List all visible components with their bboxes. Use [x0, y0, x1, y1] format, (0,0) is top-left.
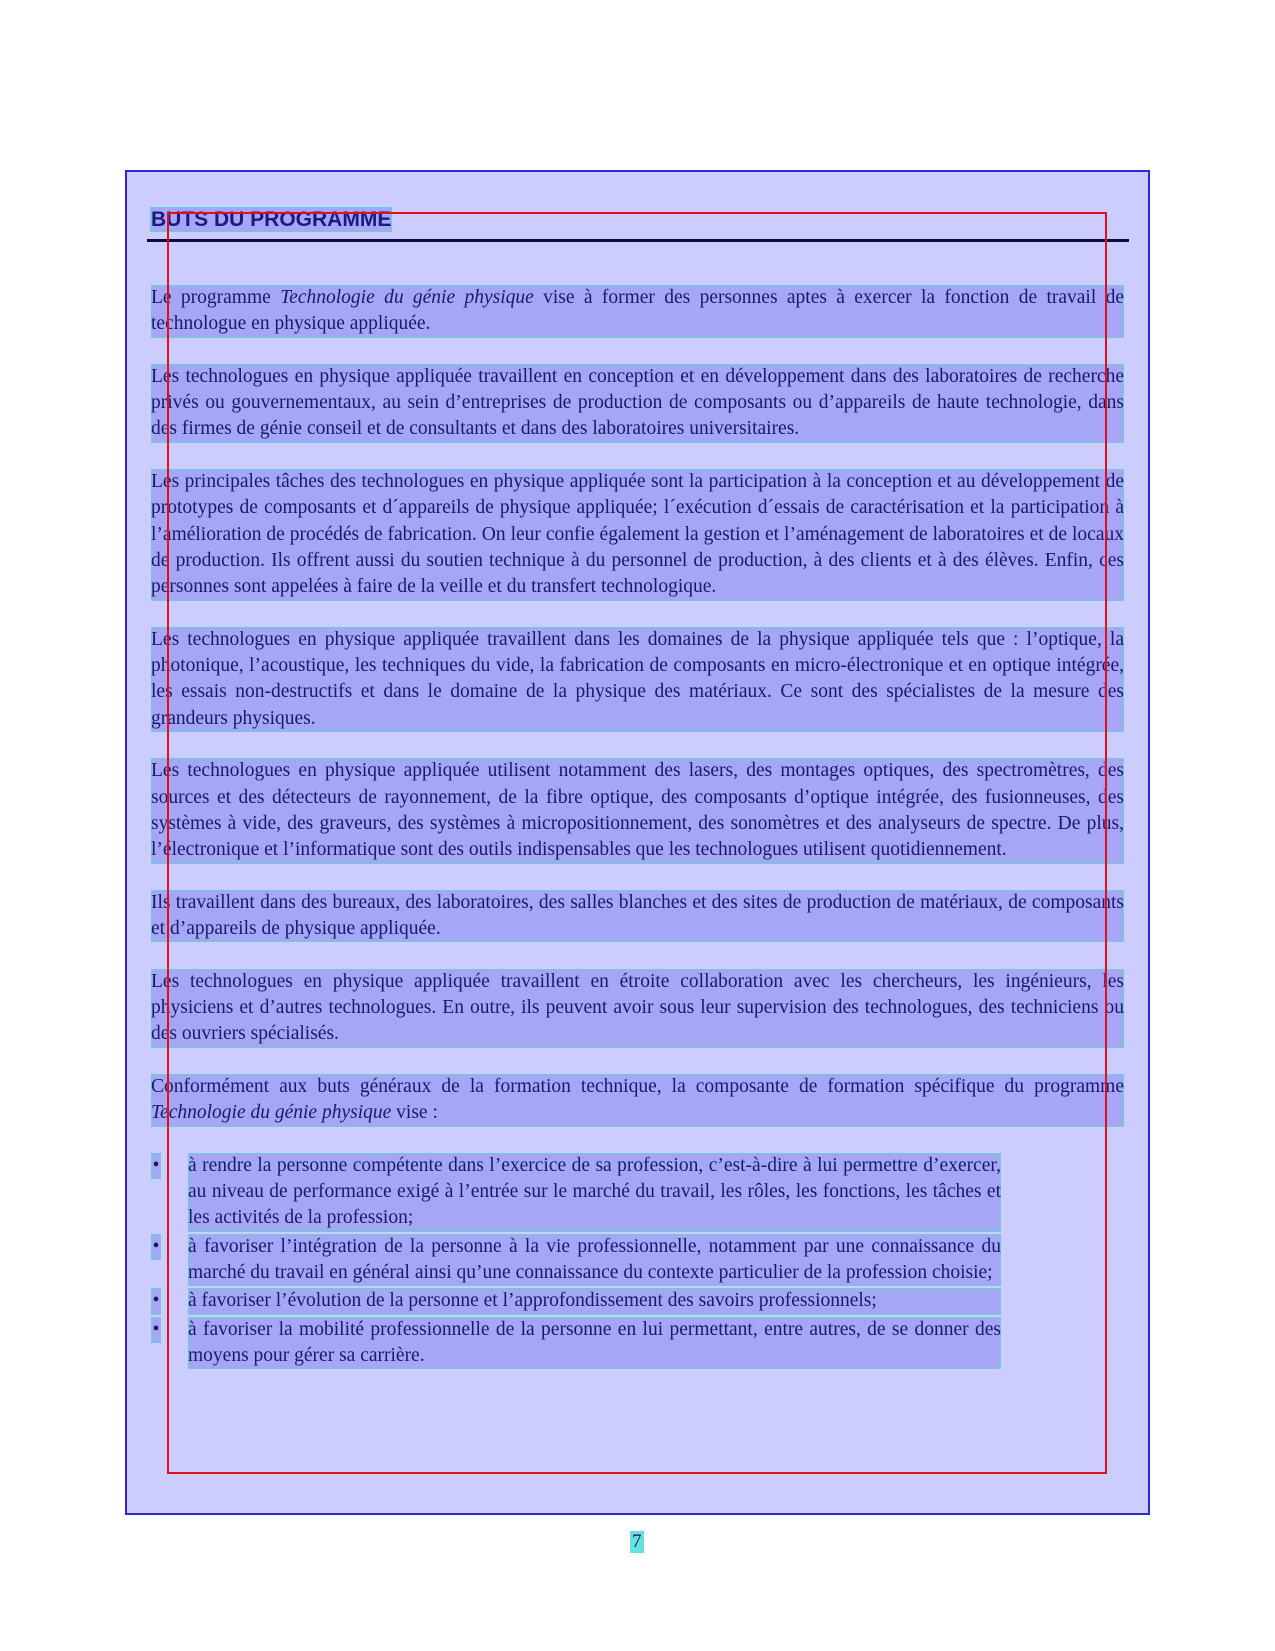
- bullet-icon: •: [151, 1234, 161, 1260]
- paragraph-4: Les technologues en physique appliquée utilisent notamment des lasers, des montages optiques, des spectromètres, des sources et des détecteurs de rayonnement, de la fibre optique, des composants d’optique intégrée, des fusionneuses, des systèmes à vide, des graveurs, des systèmes à micropositionnement, des sonomètres et des analyseurs de spectre. De plus, l’électronique et l’informatique sont des outils indispensables que les technologues utilisent quotidiennement.: [151, 758, 1124, 863]
- intro-text-after: vise à former des personnes aptes à exercer la fonction de travail de technologue en physique appliquée.: [151, 287, 1124, 335]
- page-title: [151, 205, 1124, 235]
- conclusion-text-before: Conformément aux buts généraux de la formation technique, la composante de formation spécifique du programme: [151, 1075, 1124, 1097]
- bullet-icon: •: [151, 1317, 161, 1343]
- intro-paragraph: [151, 285, 1124, 338]
- conclusion-text-after: vise :: [391, 1102, 438, 1124]
- list-item: [151, 1288, 1001, 1314]
- paragraph-1: Les technologues en physique appliquée travaillent en conception et en développement dans des laboratoires de recherche privés ou gouvernementaux, au sein d’entreprises de production de composants ou d’appareils de haute technologie, dans des firmes de génie conseil et de consultants et dans des laboratoires universitaires.: [151, 364, 1124, 443]
- conclusion-paragraph: [151, 1074, 1124, 1127]
- list-item-text: à favoriser l’évolution de la personne et l’approfondissement des savoirs professionnels;: [188, 1288, 1001, 1314]
- list-item-text: à favoriser l’intégration de la personne à la vie professionnelle, notamment par une connaissance du marché du travail en général ainsi qu’une connaissance du contexte particulier de la profession choisie;: [188, 1234, 1001, 1287]
- paragraph-6: Les technologues en physique appliquée travaillent en étroite collaboration avec les chercheurs, les ingénieurs, les physiciens et d’autres technologues. En outre, ils peuvent avoir sous leur supervision des technologues, des techniciens ou des ouvriers spécialisés.: [151, 969, 1124, 1048]
- bullet-icon: •: [151, 1153, 161, 1179]
- paragraph-2: Les principales tâches des technologues en physique appliquée sont la participation à la conception et au développement de prototypes de composants et d´appareils de physique appliquée; l´exécution d´essais de caractérisation et la participation à l’amélioration de procédés de fabrication. On leur confie également la gestion et l’aménagement de laboratoires et de locaux de production. Ils offrent aussi du soutien technique à du personnel de production, à des clients et à des élèves. Enfin, ces personnes sont appelées à faire de la veille et du transfert technologique.: [151, 469, 1124, 600]
- bullet-icon: •: [151, 1288, 161, 1314]
- page-title-text: BUTS DU PROGRAMME: [151, 208, 392, 231]
- list-item: [151, 1317, 1001, 1370]
- program-name: Technologie du génie physique: [151, 1102, 392, 1124]
- list-item-text: à rendre la personne compétente dans l’exercice de sa profession, c’est-à-dire à lui permettre d’exercer, au niveau de performance exigé à l’entrée sur le marché du travail, les rôles, les fonctions, les tâches et les activités de la profession;: [188, 1153, 1001, 1232]
- paragraph-3: Les technologues en physique appliquée travaillent dans les domaines de la physique appliquée tels que : l’optique, la photonique, l’acoustique, les techniques du vide, la fabrication de composants en micro-électronique et en optique intégrée, les essais non-destructifs et dans le domaine de la physique des matériaux. Ce sont des spécialistes de la mesure des grandeurs physiques.: [151, 627, 1124, 732]
- page-number: 7: [632, 1531, 642, 1552]
- program-name: Technologie du génie physique: [280, 287, 534, 308]
- paragraph-5: Ils travaillent dans des bureaux, des laboratoires, des salles blanches et des sites de production de matériaux, de composants et d’appareils de physique appliquée.: [151, 890, 1124, 943]
- goals-list: [151, 1153, 1001, 1369]
- page-content: [151, 205, 1124, 1371]
- list-item-text: à favoriser la mobilité professionnelle de la personne en lui permettant, entre autres, de se donner des moyens pour gérer sa carrière.: [188, 1317, 1001, 1370]
- list-item: [151, 1234, 1001, 1287]
- list-item: [151, 1153, 1001, 1232]
- intro-text-before: Le programme: [151, 287, 281, 308]
